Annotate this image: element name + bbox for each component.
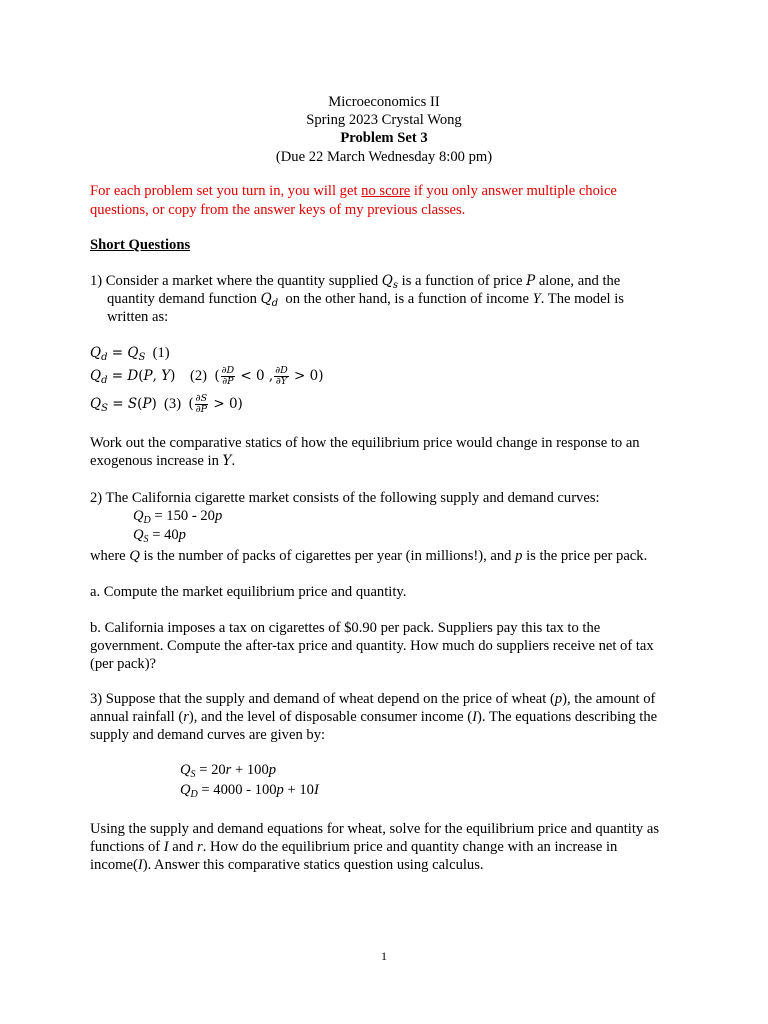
q3-line-3: supply and demand curves are given by: (90, 727, 326, 743)
q3-line-1: 3) Suppose that the supply and demand of wheat depend on the price of wheat (p), the amount of (90, 691, 656, 707)
q3-line-2: annual rainfall (r), and the level of disposable consumer income (I). The equations describing the (90, 709, 658, 725)
q3-supply-equation: $Q_S = 20r + 100p$ (180, 762, 277, 780)
equation-3: $Q_S = S(P)$ (3) ( $\frac{\partial S}{\partial P}$ > 0) (90, 393, 243, 415)
q2-part-b-line-2: government. Compute the after-tax price and quantity. How much do suppliers receive net of tax (90, 638, 654, 654)
q2-part-b-line-3: (per pack)? (90, 656, 157, 672)
q3-end-line-2: functions of I and r. How do the equilibrium price and quantity change with an increase in (90, 839, 618, 855)
q3-end-line-3: income(I). Answer this comparative statics question using calculus. (90, 857, 484, 873)
page-number: 1 (381, 949, 387, 963)
q3-demand-equation: $Q_D = 4000 - 100p + 10I$ (180, 782, 319, 800)
q2-part-b-line-1: b. California imposes a tax on cigarettes of $0.90 per pack. Suppliers pay this tax to the (90, 620, 601, 636)
q1-task-line-2: exogenous increase in Y. (90, 453, 236, 469)
section-heading: Short Questions (90, 237, 191, 253)
q2-demand-equation: $Q_D = 150 - 20p$ (133, 508, 223, 526)
q1-task-line-1: Work out the comparative statics of how the equilibrium price would change in response to an (90, 435, 640, 451)
due-date: (Due 22 March Wednesday 8:00 pm) (275, 149, 493, 165)
course-name: Microeconomics II (328, 94, 440, 110)
term-instructor: Spring 2023 Crystal Wong (306, 112, 462, 128)
warning-line-2: questions, or copy from the answer keys of my previous classes. (90, 202, 466, 218)
q1-line-3: written as: (107, 309, 169, 325)
warning-line-1: For each problem set you turn in, you will get no score if you only answer multiple choice (90, 183, 617, 199)
equation-1: $Q_d = Q_S$ (1) (90, 345, 170, 363)
q2-supply-equation: $Q_S = 40p$ (133, 527, 186, 545)
page-title: Problem Set 3 (340, 130, 428, 146)
no-score-text: no score (361, 183, 411, 199)
q2-intro: 2) The California cigarette market consists of the following supply and demand curves: (90, 490, 600, 506)
q2-part-a: a. Compute the market equilibrium price and quantity. (90, 584, 407, 600)
equation-2: $Q_d = D(P$, Y) (2) ( $\frac{\partial D}{\partial P}$ < 0 , $\frac{\partial D}{\partial Y}$ > 0) (90, 365, 324, 387)
q2-where-line: where Q is the number of packs of cigarettes per year (in millions!), and p is the price per pack. (90, 548, 648, 564)
q1-line-2: quantity demand function $Q_d$ on the other hand, is a function of income Y. The model is (107, 291, 624, 309)
q1-line-1: 1) Consider a market where the quantity supplied $Q_s$ is a function of price P alone, and the (90, 273, 621, 291)
q3-end-line-1: Using the supply and demand equations for wheat, solve for the equilibrium price and quantity as (90, 821, 660, 837)
